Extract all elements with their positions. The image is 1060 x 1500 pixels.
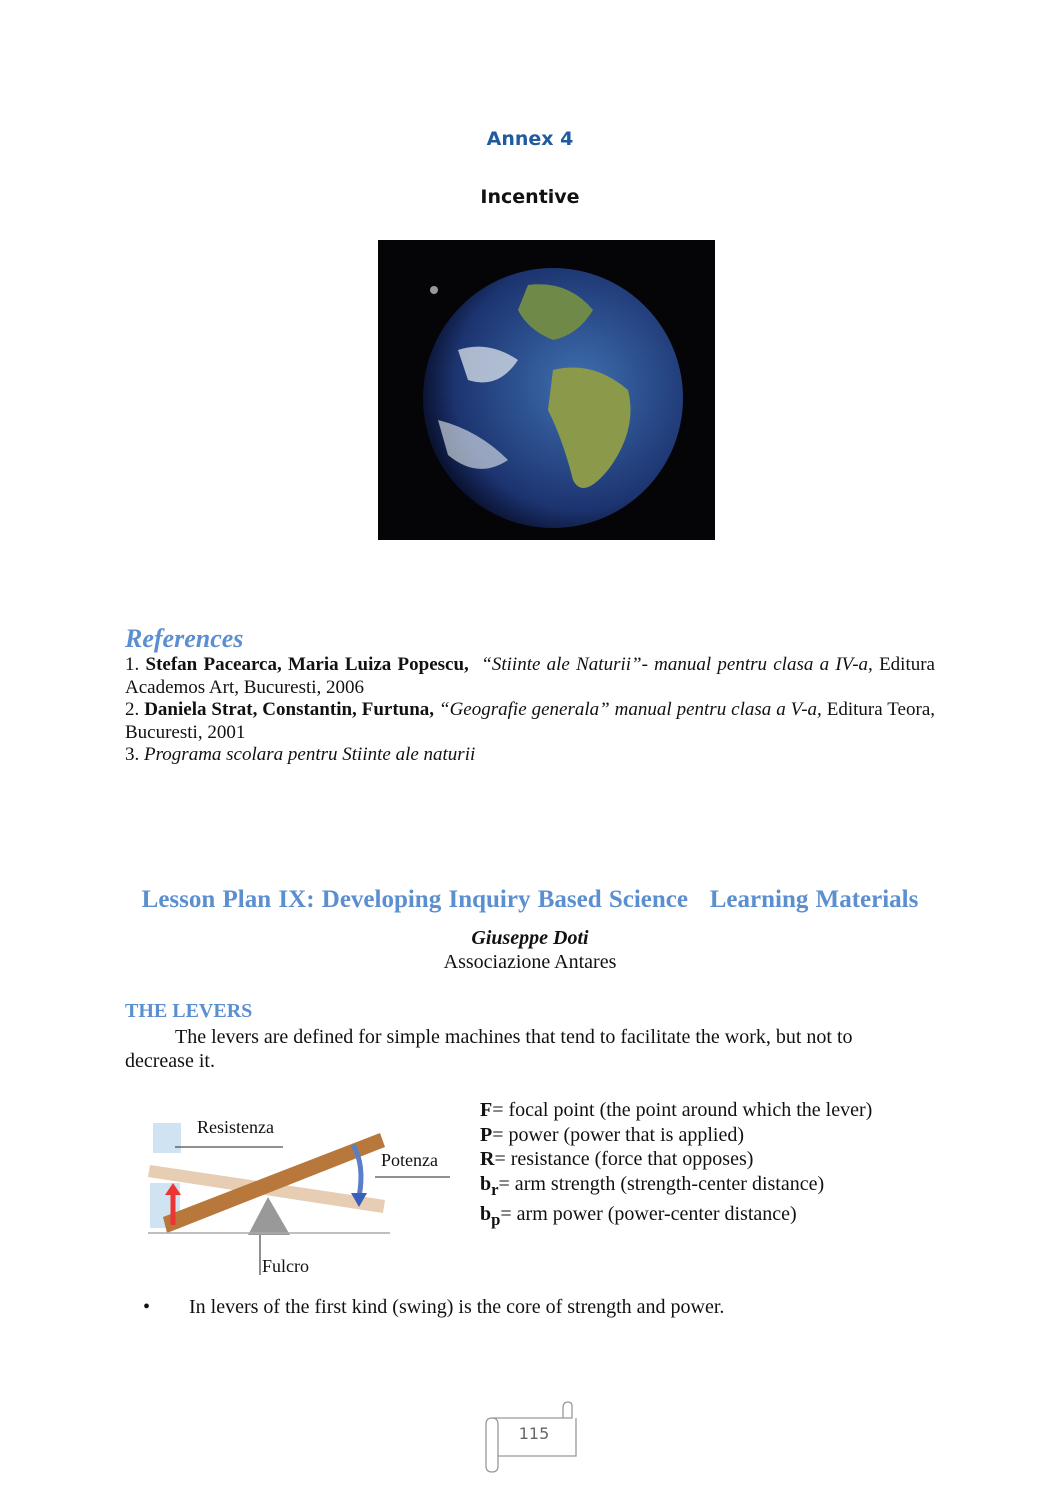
lesson-author: Giuseppe Doti	[471, 927, 589, 949]
resistance-label: Resistenza	[197, 1117, 274, 1137]
definition-item: $b_p=$ arm power (power-center distance)	[480, 1203, 797, 1230]
definitions-list	[480, 1098, 872, 1233]
definition-item: $b_r=$ arm strength (strength-center distance)	[480, 1172, 825, 1199]
references-list	[125, 654, 935, 767]
bullet-item: • In levers of the first kind (swing) is the core of strength and power.	[143, 1296, 725, 1318]
page-number: 115	[518, 1424, 550, 1443]
definition-item: F= focal point (the point around which the lever)	[480, 1099, 873, 1121]
definition-item: R= resistance (force that opposes)	[480, 1148, 754, 1171]
bullet-icon: •	[143, 1296, 151, 1318]
lesson-title: Lesson Plan IX: Developing Inquiry Based Science Learning Materials	[141, 886, 919, 913]
section-heading: THE LEVERS	[125, 1000, 253, 1022]
definition-item: P= power (power that is applied)	[480, 1123, 744, 1146]
lever-diagram	[145, 1105, 455, 1280]
reference-item: 3. Programa scolara pentru Stiinte ale naturii	[125, 744, 476, 765]
reference-item: 2. Daniela Strat, Constantin, Furtuna, “Geografie generala” manual pentru clasa a V-a, Editura Teora, Bucuresti, 2001	[125, 699, 936, 743]
section-intro: The levers are defined for simple machines that tend to facilitate the work, but not to decrease it.	[125, 1026, 853, 1072]
lesson-organization: Associazione Antares	[443, 951, 617, 973]
earth-image	[378, 240, 715, 540]
reference-item: 1. Stefan Pacearca, Maria Luiza Popescu, “Stiinte ale Naturii”- manual pentru clasa a IV-a, Editura Academos Art, Bucuresti, 2006	[125, 654, 935, 698]
annex-subtitle: Incentive	[480, 186, 580, 208]
power-label: Potenza	[381, 1150, 438, 1170]
fulcrum-label: Fulcro	[262, 1256, 309, 1276]
annex-title: Annex 4	[486, 128, 574, 150]
references-heading: References	[125, 624, 244, 653]
